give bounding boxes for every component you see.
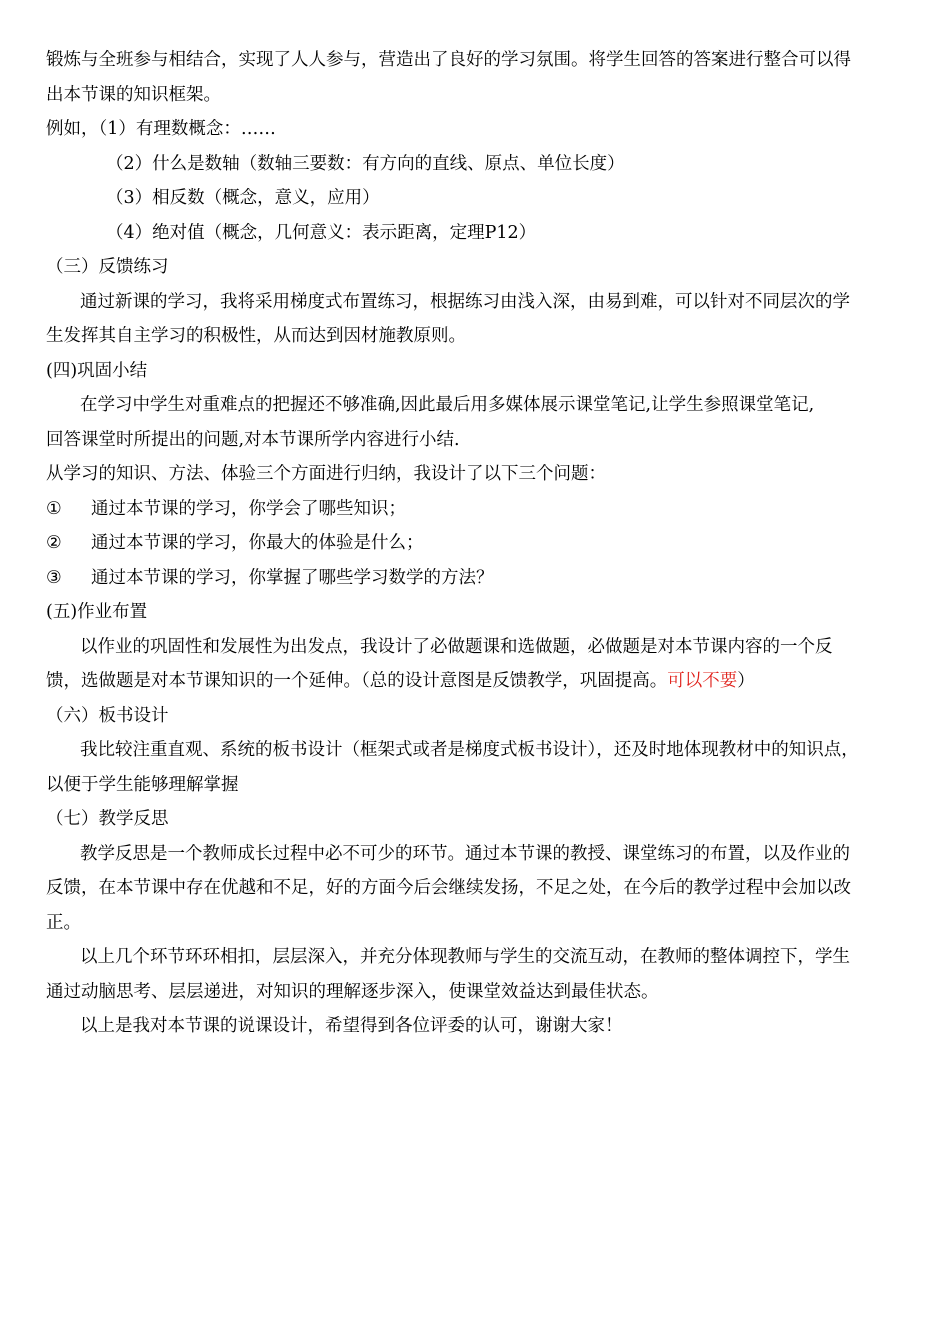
- question-marker: ③: [46, 567, 62, 588]
- intro-line-1: 锻炼与全班参与相结合，实现了人人参与，营造出了良好的学习氛围。将学生回答的答案进行整合可以得: [46, 50, 851, 70]
- section-4-intro: 从学习的知识、方法、体验三个方面进行归纳，我设计了以下三个问题：: [46, 464, 606, 484]
- example-item-2: （2）什么是数轴（数轴三要数：有方向的直线、原点、单位长度）: [106, 153, 625, 174]
- question-marker: ①: [46, 498, 62, 519]
- section-7-para2-line-1: 以上几个环节环环相扣，层层深入，并充分体现教师与学生的交流互动，在教师的整体调控下，学生: [80, 947, 850, 967]
- red-annotation: 可以不要: [667, 671, 738, 691]
- example-lead: 例如，（1）有理数概念：……: [46, 119, 276, 139]
- section-3-heading: （三）反馈练习: [46, 257, 169, 277]
- section-7-para2-line-2: 通过动脑思考、层层递进，对知识的理解逐步深入，使课堂效益达到最佳状态。: [46, 981, 659, 1002]
- section-7-heading: （七）教学反思: [46, 809, 169, 829]
- section-6-line-2: 以便于学生能够理解掌握: [46, 774, 239, 795]
- section-6-heading: （六）板书设计: [46, 705, 169, 726]
- section-5-line-2: [46, 664, 906, 699]
- question-item: [46, 492, 906, 527]
- section-5-line-1: 以作业的巩固性和发展性为出发点，我设计了必做题课和选做题，必做题是对本节课内容的一个反: [80, 636, 833, 657]
- section-5-line-2-end: ）: [737, 671, 755, 691]
- section-4-heading: (四)巩固小结: [46, 360, 148, 381]
- section-6-line-1: 我比较注重直观、系统的板书设计（框架式或者是梯度式板书设计），还及时地体现教材中的知识点，: [80, 740, 859, 760]
- section-4-line-1: 在学习中学生对重难点的把握还不够准确,因此最后用多媒体展示课堂笔记,让学生参照课堂笔记,: [80, 395, 815, 415]
- section-3-line-1: 通过新课的学习，我将采用梯度式布置练习，根据练习由浅入深，由易到难，可以针对不同层次的学: [80, 291, 850, 312]
- question-text: 通过本节课的学习，你最大的体验是什么；: [91, 533, 424, 553]
- section-7-para1-line-3: 正。: [46, 912, 81, 933]
- question-marker: ②: [46, 533, 62, 553]
- question-text: 通过本节课的学习，你学会了哪些知识；: [91, 498, 406, 519]
- section-4-line-2: 回答课堂时所提出的问题,对本节课所学内容进行小结.: [46, 429, 460, 450]
- closing-line: 以上是我对本节课的说课设计，希望得到各位评委的认可，谢谢大家！: [80, 1016, 623, 1036]
- example-item-4: （4）绝对值（概念，几何意义：表示距离，定理P12）: [106, 222, 537, 243]
- question-item: [46, 526, 906, 561]
- section-3-line-2: 生发挥其自主学习的积极性，从而达到因材施教原则。: [46, 326, 466, 346]
- question-text: 通过本节课的学习，你掌握了哪些学习数学的方法？: [91, 567, 494, 588]
- section-7-para1-line-2: 反馈，在本节课中存在优越和不足，好的方面今后会继续发扬，不足之处，在今后的教学过程中会加以改: [46, 878, 851, 898]
- question-item: [46, 561, 906, 596]
- example-item-3: （3）相反数（概念，意义，应用）: [106, 188, 380, 208]
- document-body: [46, 43, 906, 1044]
- section-5-line-2-text: 馈，选做题是对本节课知识的一个延伸。（总的设计意图是反馈教学，巩固提高。: [46, 671, 668, 691]
- intro-line-2: 出本节课的知识框架。: [46, 84, 221, 105]
- section-7-para1-line-1: 教学反思是一个教师成长过程中必不可少的环节。通过本节课的教授、课堂练习的布置，以及作业的: [80, 843, 850, 864]
- section-5-heading: (五)作业布置: [46, 602, 148, 622]
